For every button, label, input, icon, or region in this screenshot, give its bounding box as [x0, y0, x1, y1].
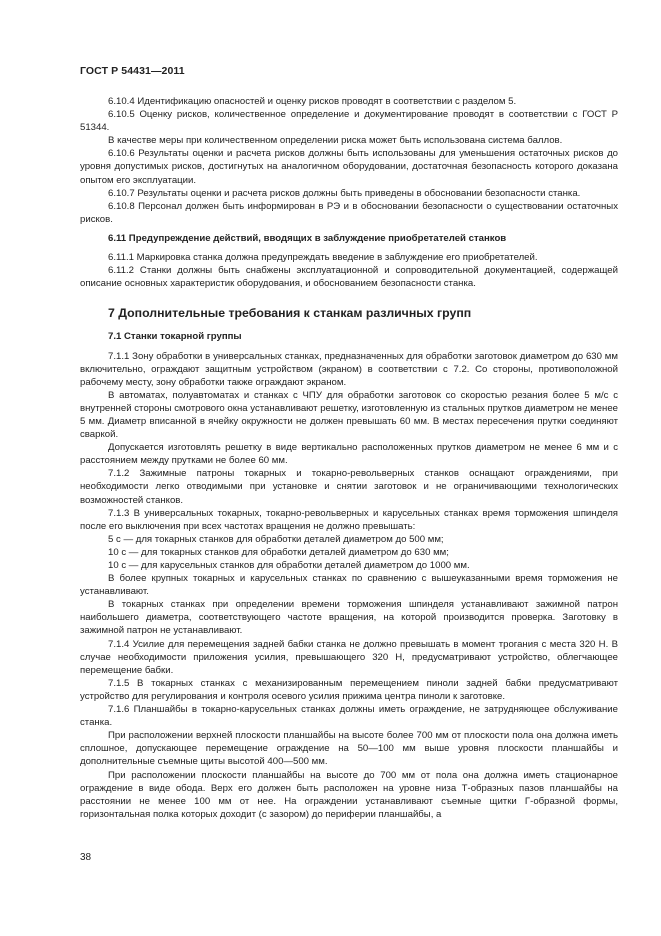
paragraph: В токарных станках при определении времени торможения шпинделя устанавливают зажимной патрон наибольшего диаметра, соответствующего частоте вращения, на которой производится проверка. Заготовку в зажимной патрон не устанавливают.: [80, 599, 618, 637]
page-number: 38: [80, 852, 92, 863]
paragraph: 6.10.8 Персонал должен быть информирован в РЭ и в обосновании безопасности о существовании остаточных рисков.: [80, 200, 618, 225]
paragraph: 6.10.4 Идентификацию опасностей и оценку рисков проводят в соответствии с разделом 5.: [108, 96, 517, 107]
paragraph: 6.10.6 Результаты оценки и расчета рисков должны быть использованы для уменьшения остаточных рисков до уровня допустимых рисков, достигнутых на аналогичном оборудовании, достаточная безопасность которого доказана опытом его эксплуатации.: [80, 148, 618, 186]
paragraph: 7.1.6 Планшайбы в токарно-карусельных станках должны иметь ограждение, не затрудняющее обслуживание станка.: [80, 704, 618, 729]
paragraph: 7.1.5 В токарных станках с механизированным перемещением пиноли задней бабки предусматривают устройство для регулирования и контроля осевого усилия прижима центра пиноли к заготовке.: [80, 677, 618, 702]
paragraph: 6.11.2 Станки должны быть снабжены эксплуатационной и сопроводительной документацией, содержащей описание основных характеристик оборудования, и обоснованием безопасности станка.: [80, 265, 618, 290]
page-header-title: ГОСТ Р 54431—2011: [80, 65, 185, 77]
paragraph: 6.10.7 Результаты оценки и расчета рисков должны быть приведены в обосновании безопасности станка.: [108, 187, 581, 199]
subsection-heading: 7.1 Станки токарной группы: [108, 331, 242, 343]
paragraph: 7.1.1 Зону обработки в универсальных станках, предназначенных для обработки заготовок диаметром до 630 мм включительно, ограждают защитным устройством (экраном) в соответствии с 7.2. Со стороны, противоположной рабочему месту, зону обработки также ограждают экраном.: [80, 350, 618, 388]
paragraph: 6.10.5 Оценку рисков, количественное определение и документирование проводят в соответствии с ГОСТ Р 51344.: [80, 109, 618, 134]
paragraph: 7.1.2 Зажимные патроны токарных и токарно-револьверных станков оснащают ограждениями, при необходимости легко отводимыми при установке и снятии заготовок и не ограничивающими технологических возможностей станков.: [80, 468, 618, 506]
paragraph: В автоматах, полуавтоматах и станках с ЧПУ для обработки заготовок со скоростью резания более 5 м/с с внутренней стороны смотрового окна устанавливают решетку, изготовленную из стальных прутков диаметром не менее 5 мм. Диаметр вписанной в ячейку окружности не должен превышать 60 мм. В местах пересечения прутки соединяют сваркой.: [80, 389, 618, 441]
paragraph: В качестве меры при количественном определении риска может быть использована система баллов.: [108, 135, 563, 147]
paragraph: 5 с — для токарных станков для обработки деталей диаметром до 500 мм;: [108, 533, 444, 545]
paragraph: Допускается изготовлять решетку в виде вертикально расположенных прутков диаметром не менее 6 мм и с расстоянием между прутками не более 60 мм.: [80, 442, 618, 467]
spacer: [80, 290, 618, 307]
paragraph: 10 с — для карусельных станков для обработки деталей диаметром до 1000 мм.: [108, 560, 470, 571]
paragraph: При расположении верхней плоскости планшайбы на высоте более 700 мм от плоскости пола она должна иметь сплошное, допускающее перемещение ограждение на 50—100 мм выше уровня плоскости планшайбы и дополнительные съемные щиты высотой 400—500 мм.: [80, 730, 618, 768]
section-heading: 7 Дополнительные требования к станкам различных групп: [108, 306, 472, 321]
paragraph: В более крупных токарных и карусельных станках по сравнению с вышеуказанными время торможения не устанавливают.: [80, 573, 618, 598]
document-body: [80, 95, 618, 821]
paragraph: 6.11.1 Маркировка станка должна предупреждать введение в заблуждение его приобретателей.: [108, 252, 538, 264]
paragraph: 10 с — для токарных станков для обработки деталей диаметром до 630 мм;: [108, 546, 449, 558]
subsection-heading: 6.11 Предупреждение действий, вводящих в заблуждение приобретателей станков: [108, 232, 507, 244]
paragraph: 7.1.4 Усилие для перемещения задней бабки станка не должно превышать в момент трогания с места 320 Н. В случае необходимости приложения усилия, превышающего 320 Н, предусматривают устройство, облегчающее перемещение бабки.: [80, 638, 618, 676]
spacer: [80, 320, 618, 330]
paragraph: При расположении плоскости планшайбы на высоте до 700 мм от пола она должна иметь стационарное ограждение в виде обода. Верх его должен быть расположен на уровне низа Т-образных пазов планшайбы на расстоянии не менее 100 мм от нее. На ограждении устанавливают съемные щитки Г-образной формы, горизонтальная полка которых доходит (с зазором) до периферии планшайбы, а: [80, 769, 618, 820]
paragraph: 7.1.3 В универсальных токарных, токарно-револьверных и карусельных станках время торможения шпинделя после его выключения при всех частотах вращения не должно превышать:: [80, 507, 618, 532]
